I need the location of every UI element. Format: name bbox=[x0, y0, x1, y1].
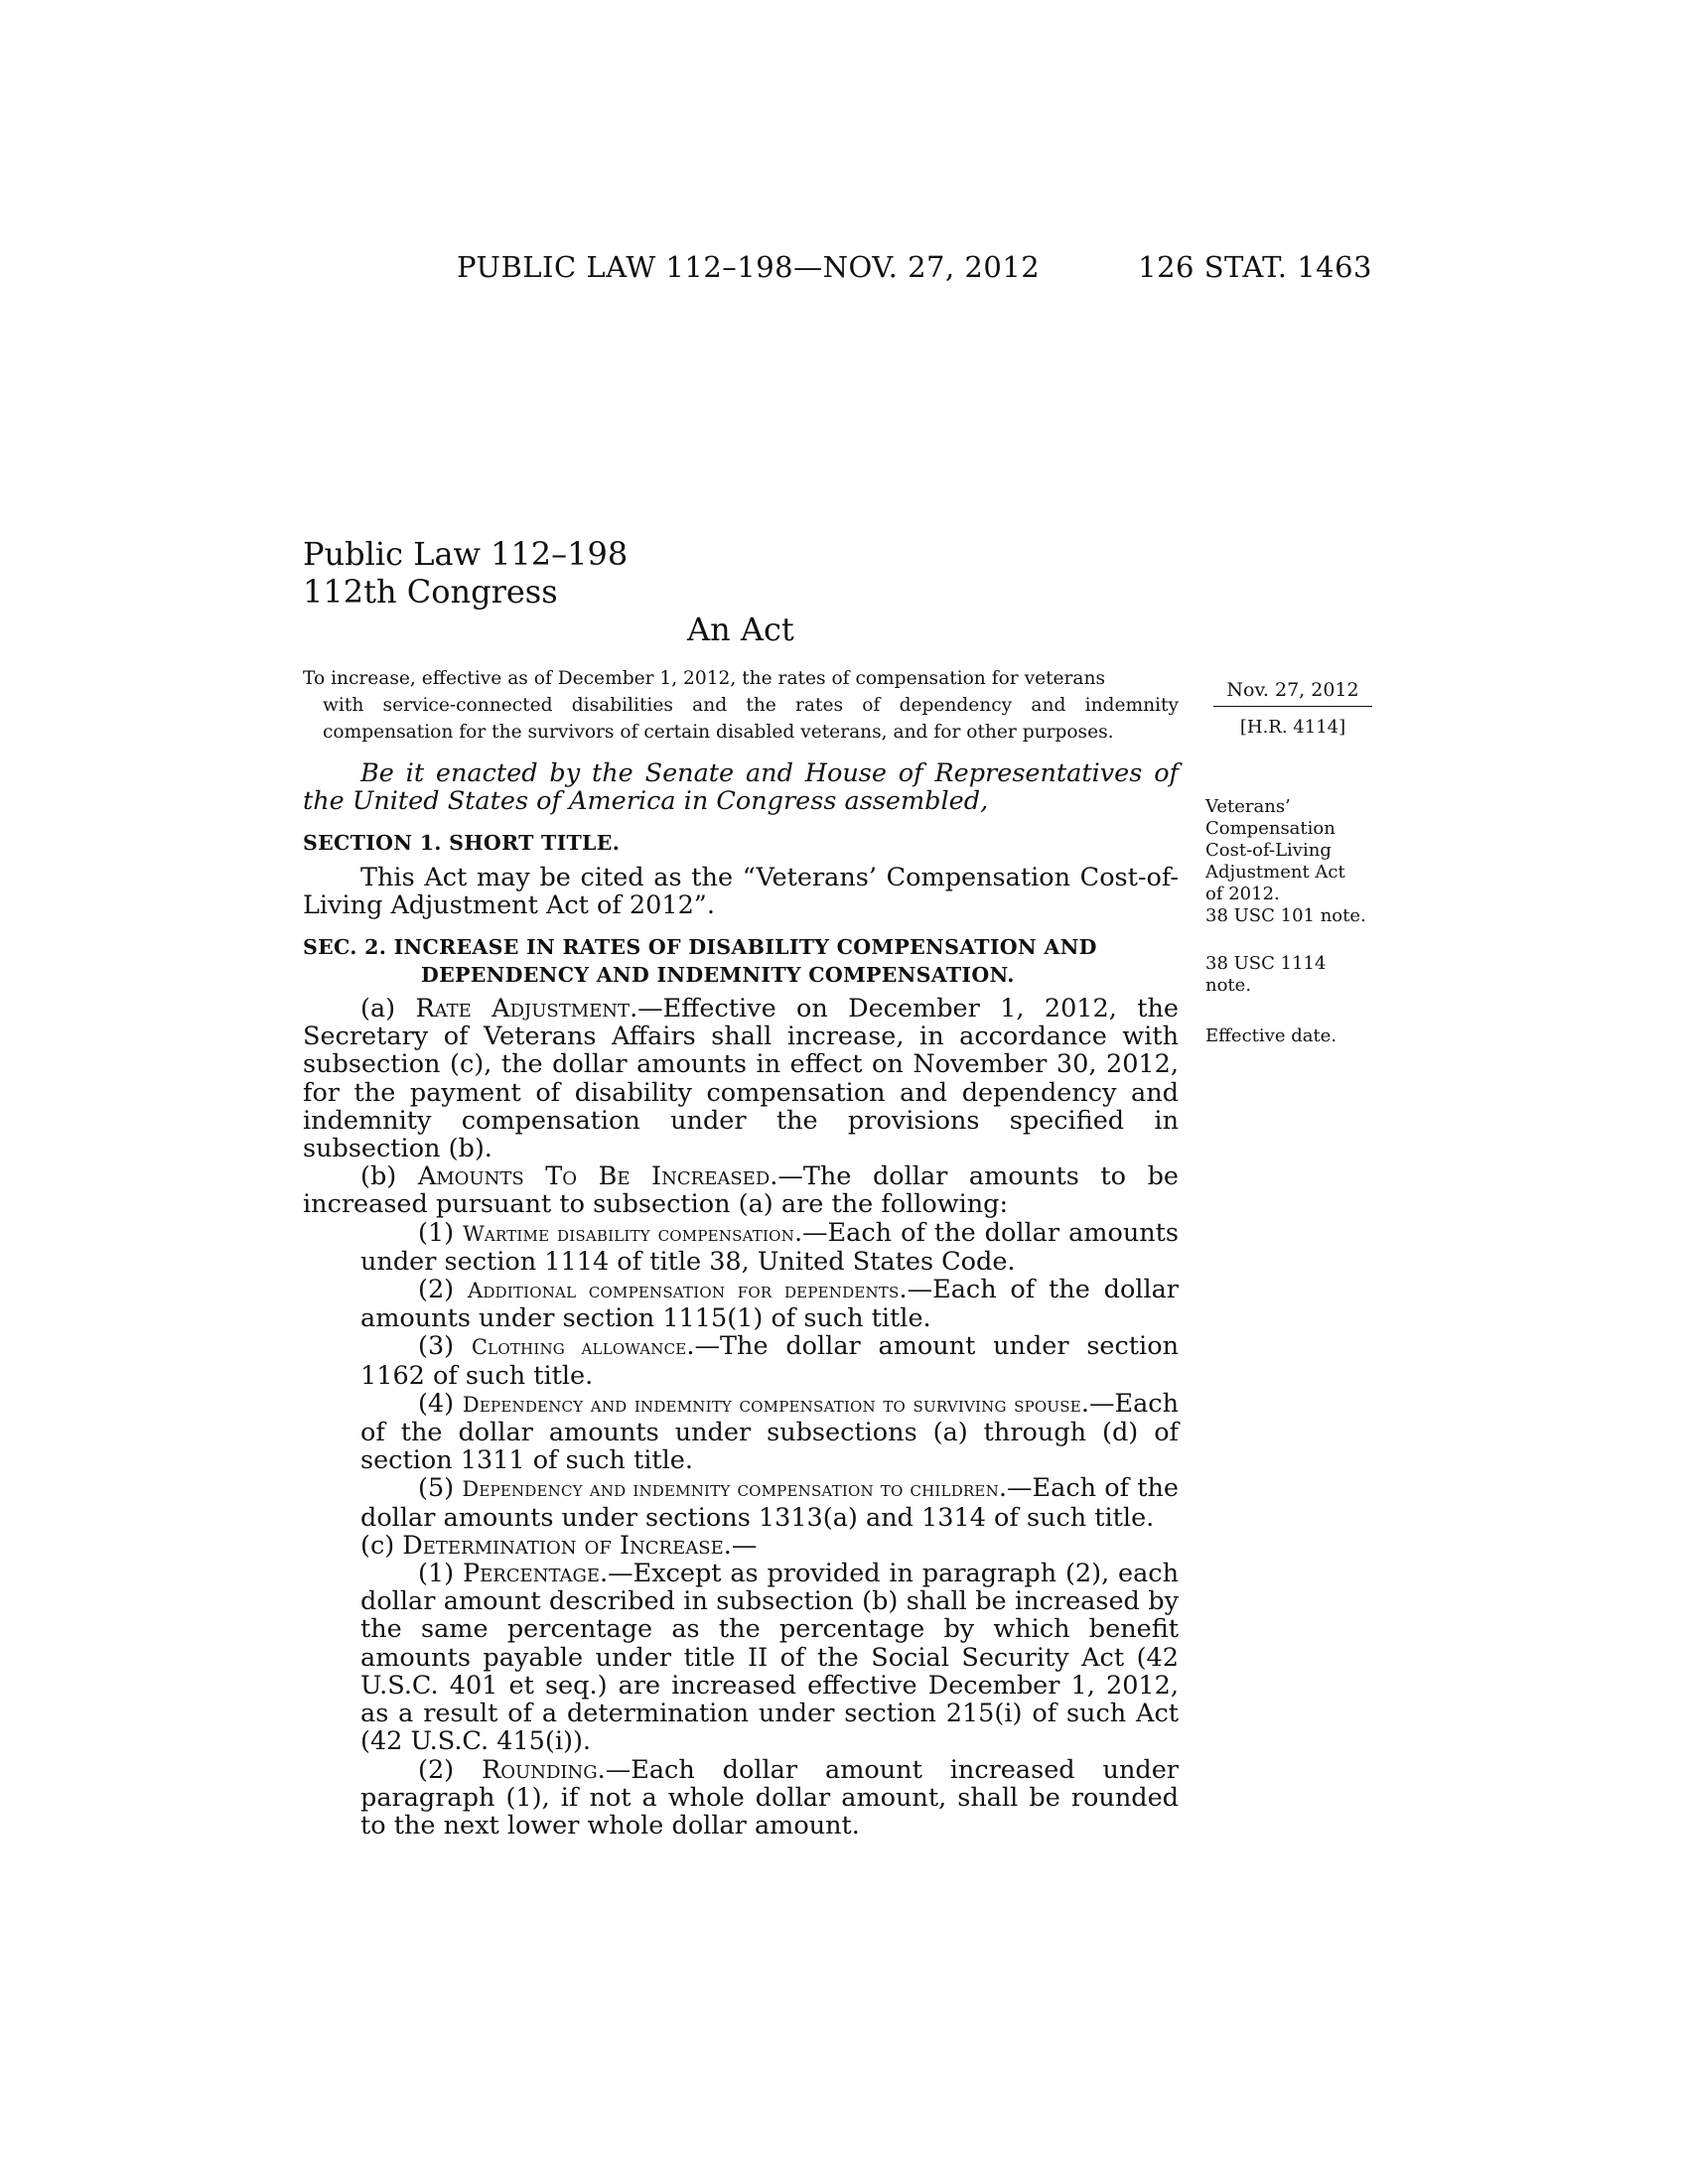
running-header-stat-page: 126 STAT. 1463 bbox=[1138, 250, 1372, 284]
margin-note-line: 38 USC 101 note. bbox=[1205, 905, 1366, 926]
paragraph-b4-caption: Dependency and indemnity compensation to surviving spouse bbox=[462, 1392, 1081, 1417]
margin-note-line: of 2012. bbox=[1205, 884, 1280, 904]
paragraph-b1 bbox=[303, 1219, 1179, 1276]
enacting-clause: Be it enacted by the Senate and House of Representatives of the United States of America in Congress assembled, bbox=[303, 758, 1179, 817]
act-body bbox=[303, 759, 1179, 1840]
margin-note-sec2 bbox=[1205, 953, 1374, 997]
subsection-b bbox=[303, 1162, 1179, 1218]
margin-note-line: Veterans’ bbox=[1205, 796, 1291, 817]
paragraph-b4-prefix: (4) bbox=[418, 1388, 463, 1419]
section-2-heading-line-2: DEPENDENCY AND INDEMNITY COMPENSATION. bbox=[421, 963, 1015, 988]
act-heading: An Act bbox=[687, 611, 794, 648]
paragraph-c2-text: .—Each dollar amount increased under paragraph (1), if not a whole dollar amount, shall be rounded to the next lower whole dollar amount. bbox=[360, 1754, 1179, 1841]
margin-note-short-title bbox=[1205, 796, 1374, 927]
margin-date: Nov. 27, 2012 bbox=[1213, 679, 1372, 707]
paragraph-b1-caption: Wartime disability compensation bbox=[463, 1221, 794, 1246]
paragraph-c1-prefix: (1) bbox=[418, 1559, 463, 1589]
subsection-c bbox=[303, 1532, 1179, 1560]
paragraph-b5-caption: Dependency and indemnity compensation to children bbox=[462, 1477, 999, 1502]
margin-note-effective-date: Effective date. bbox=[1205, 1025, 1337, 1046]
paragraph-b5-text: .—Each of the dollar amounts under sections 1313(a) and 1314 of such title. bbox=[360, 1473, 1180, 1533]
subsection-a-caption: Rate Adjustment bbox=[415, 994, 631, 1024]
margin-note-line: note. bbox=[1205, 975, 1252, 996]
subsection-a-text: .—Effective on December 1, 2012, the Secretary of Veterans Affairs shall increase, in accordance with subsection (c), the dollar amounts in effect on November 30, 2012, for the payment of disability compensation and dependency and indemnity compensation under the provisions specified in subsection (b). bbox=[303, 994, 1179, 1164]
paragraph-b5 bbox=[303, 1474, 1179, 1531]
paragraph-b5-prefix: (5) bbox=[418, 1473, 463, 1504]
section-1-text: This Act may be cited as the “Veterans’ Compensation Cost-of-Living Adjustment Act of 2012”. bbox=[303, 862, 1179, 920]
paragraph-b2 bbox=[303, 1276, 1179, 1332]
paragraph-c1-text: .—Except as provided in paragraph (2), each dollar amount described in subsection (b) shall be increased by the same percentage as the percentage by which benefit amounts payable under title II of the Social Security Act (42 U.S.C. 401 et seq.) are increased effective December 1, 2012, as a result of a determination under section 215(i) of such Act (42 U.S.C. 415(i)). bbox=[360, 1559, 1179, 1757]
subsection-b-text: .—The dollar amounts to be increased pursuant to subsection (a) are the following: bbox=[303, 1161, 1180, 1220]
paragraph-b3-text: .—The dollar amount under section 1162 of such title. bbox=[360, 1331, 1179, 1391]
purpose-line-1: To increase, effective as of December 1, 2012, the rates of compensation for veterans bbox=[303, 668, 1106, 689]
paragraph-c1-caption: Percentage bbox=[462, 1559, 600, 1589]
margin-note-line: Compensation bbox=[1205, 818, 1336, 839]
subsection-c-text: .— bbox=[723, 1530, 758, 1561]
margin-note-line: Cost-of-Living bbox=[1205, 840, 1332, 861]
paragraph-b1-prefix: (1) bbox=[418, 1217, 464, 1248]
purpose-continuation: with service-connected disabilities and the rates of dependency and indemnity compensation for the survivors of certain disabled veterans, and for other purposes. bbox=[323, 695, 1179, 743]
paragraph-b3-caption: Clothing allowance bbox=[471, 1335, 687, 1360]
paragraph-b4 bbox=[303, 1390, 1179, 1475]
margin-note-line: Adjustment Act bbox=[1205, 862, 1345, 883]
subsection-c-caption: Determination of Increase bbox=[402, 1530, 724, 1561]
paragraph-c1 bbox=[303, 1560, 1179, 1755]
paragraph-c2-prefix: (2) bbox=[418, 1754, 483, 1785]
subsection-b-caption: Amounts To Be Increased bbox=[417, 1161, 771, 1192]
paragraph-b3 bbox=[303, 1332, 1179, 1389]
paragraph-b3-prefix: (3) bbox=[418, 1331, 472, 1362]
public-law-number: Public Law 112–198 bbox=[303, 535, 629, 573]
paragraph-b2-prefix: (2) bbox=[418, 1275, 468, 1305]
paragraph-b4-text: .—Each of the dollar amounts under subsections (a) through (d) of section 1311 of such title. bbox=[360, 1388, 1179, 1476]
paragraph-c2 bbox=[303, 1756, 1179, 1841]
paragraph-b2-text: .—Each of the dollar amounts under section 1115(1) of such title. bbox=[360, 1275, 1179, 1334]
purpose-statement bbox=[303, 665, 1179, 746]
margin-bill-number: [H.R. 4114] bbox=[1239, 717, 1346, 738]
margin-note-line: 38 USC 1114 bbox=[1205, 953, 1327, 974]
running-header-title: PUBLIC LAW 112–198—NOV. 27, 2012 bbox=[457, 250, 1041, 284]
congress-number: 112th Congress bbox=[303, 573, 558, 611]
subsection-a-prefix: (a) bbox=[360, 994, 416, 1024]
subsection-a bbox=[303, 995, 1179, 1162]
section-2-heading-line-1: SEC. 2. INCREASE IN RATES OF DISABILITY COMPENSATION AND bbox=[303, 935, 1097, 960]
paragraph-b2-caption: Additional compensation for dependents bbox=[467, 1279, 900, 1303]
paragraph-c2-caption: Rounding bbox=[482, 1754, 598, 1785]
section-1-heading: SECTION 1. SHORT TITLE. bbox=[303, 831, 621, 856]
section-2-heading bbox=[303, 933, 1179, 989]
paragraph-b1-text: .—Each of the dollar amounts under section 1114 of title 38, United States Code. bbox=[360, 1217, 1179, 1277]
subsection-b-prefix: (b) bbox=[360, 1161, 418, 1192]
subsection-c-prefix: (c) bbox=[360, 1530, 403, 1561]
